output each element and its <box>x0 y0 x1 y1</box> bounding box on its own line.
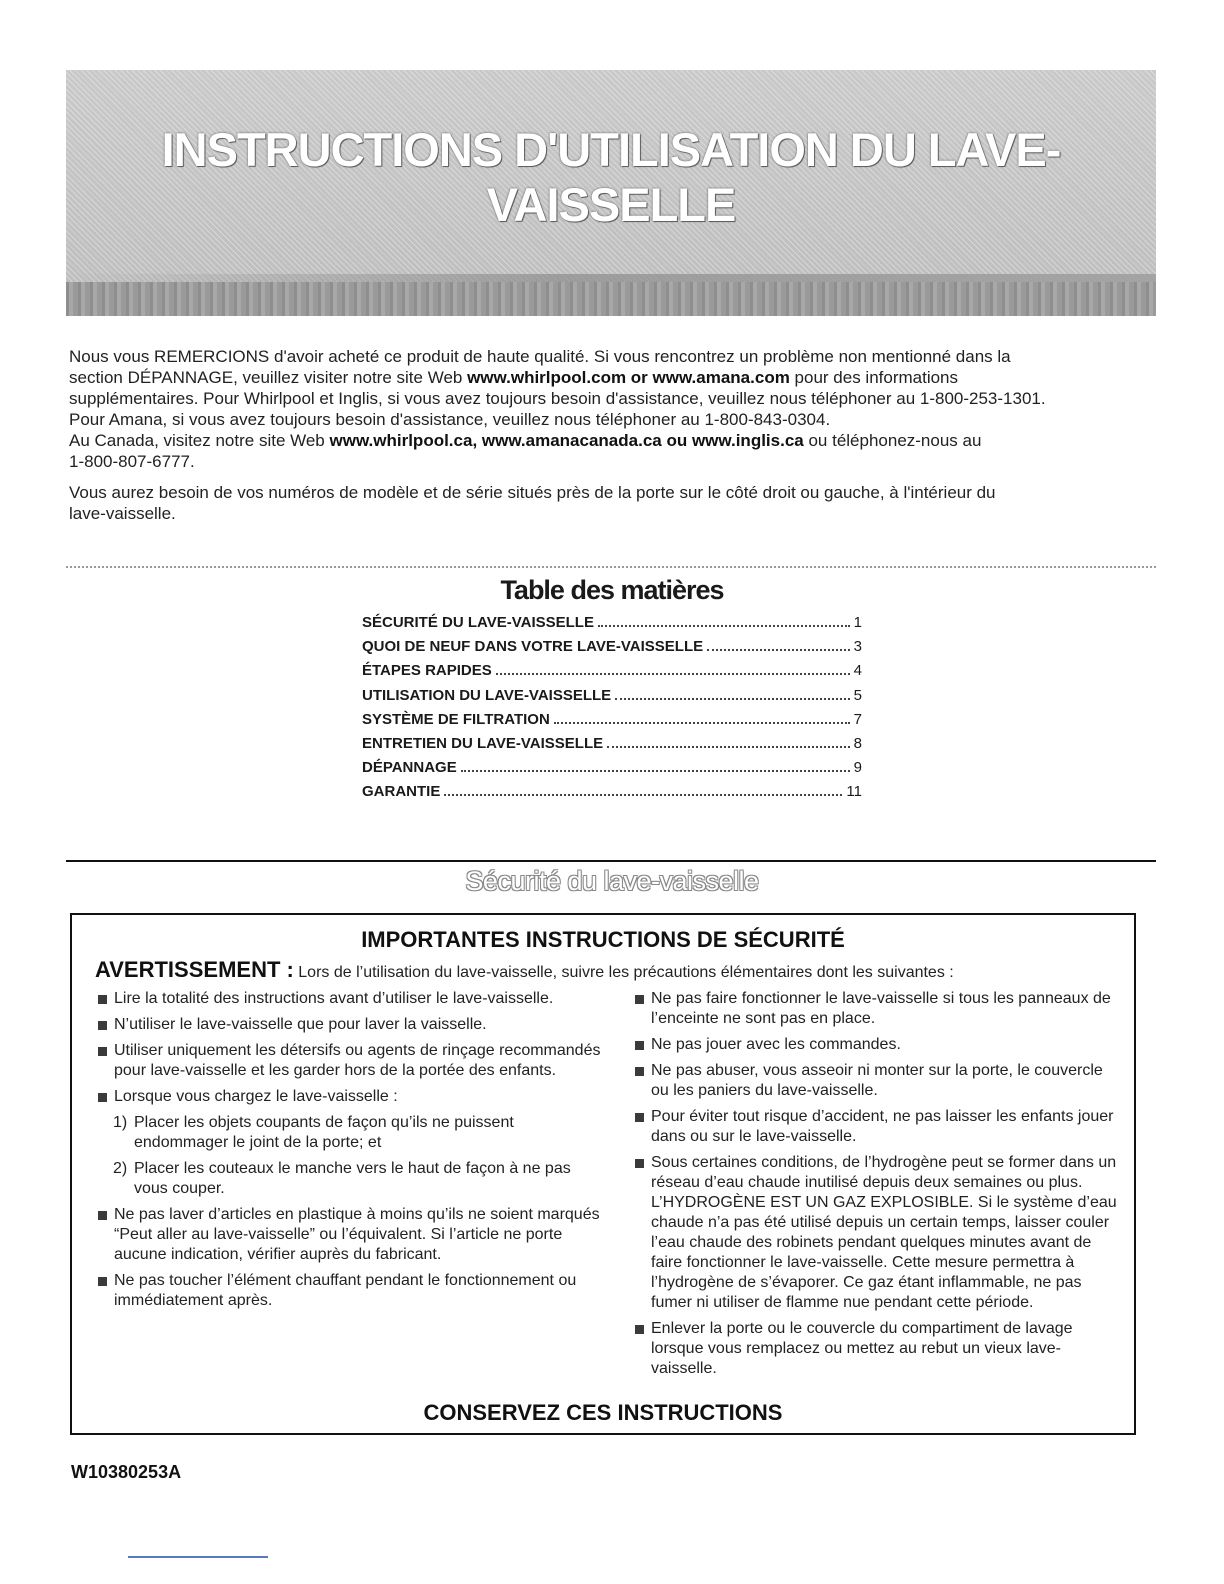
toc-item[interactable] <box>362 735 862 759</box>
intro-line: Nous vous REMERCIONS d'avoir acheté ce produit de haute qualité. Si vous rencontrez un problème non mentionné dans la <box>69 347 1011 366</box>
toc-item-label: DÉPANNAGE <box>362 759 457 777</box>
toc-item[interactable] <box>362 759 862 783</box>
intro-line: lave-vaisselle. <box>69 504 176 523</box>
bullet-square-icon <box>635 995 644 1004</box>
toc-item-label: ÉTAPES RAPIDES <box>362 662 492 680</box>
list-item <box>88 1041 608 1081</box>
section-title: Sécurité du lave-vaisselle <box>465 866 759 896</box>
toc-item-label: UTILISATION DU LAVE-VAISSELLE <box>362 686 612 704</box>
bullet-square-icon <box>635 1041 644 1050</box>
bullet-square-icon <box>98 1047 107 1056</box>
bullet-square-icon <box>98 1211 107 1220</box>
sub-list-text: Placer les objets coupants de façon qu’ils ne puissent endommager le joint de la porte; et <box>134 1114 514 1151</box>
list-item <box>625 1107 1125 1147</box>
toc-leader <box>444 794 842 796</box>
intro-text-span: ou téléphonez-nous au <box>803 431 982 450</box>
toc-item-label: SYSTÈME DE FILTRATION <box>362 710 550 728</box>
toc-leader <box>598 625 850 627</box>
list-item <box>625 1153 1125 1313</box>
intro-line <box>69 430 1129 451</box>
toc-item-page: 1 <box>853 614 862 631</box>
toc-item[interactable] <box>362 687 862 711</box>
model-number: W10380253A <box>71 1462 182 1482</box>
bullet-square-icon <box>635 1113 644 1122</box>
dotted-divider <box>66 566 1156 568</box>
sub-list-text: Placer les couteaux le manche vers le haut de façon à ne pas vous couper. <box>134 1160 571 1197</box>
toc-leader <box>554 722 850 724</box>
toc-item[interactable] <box>362 783 862 807</box>
list-item <box>88 1205 608 1265</box>
bullet-square-icon <box>635 1067 644 1076</box>
bullet-square-icon <box>98 1093 107 1102</box>
intro-line: supplémentaires. Pour Whirlpool et Inglis, si vous avez toujours besoin d'assistance, veuillez nous téléphoner au 1-800-253-1301. <box>69 389 1046 408</box>
toc-item-label: QUOI DE NEUF DANS VOTRE LAVE-VAISSELLE <box>362 638 704 656</box>
bullet-square-icon <box>98 1277 107 1286</box>
intro-text-span: section DÉPANNAGE, veuillez visiter notre site Web <box>69 368 468 387</box>
toc-item-page: 9 <box>853 759 862 777</box>
toc-leader <box>461 770 850 772</box>
list-item <box>625 1061 1125 1101</box>
intro-line: 1-800-807-6777. <box>69 452 195 471</box>
toc-item-page: 11 <box>846 783 862 801</box>
list-item-text: Lire la totalité des instructions avant d’utiliser le lave-vaisselle. <box>114 990 554 1007</box>
list-item-text: Ne pas abuser, vous asseoir ni monter sur la porte, le couvercle ou les paniers du lave-vaisselle. <box>651 1062 1103 1099</box>
list-item-text: N’utiliser le lave-vaisselle que pour laver la vaisselle. <box>114 1016 487 1033</box>
warning-text: Lors de l’utilisation du lave-vaisselle, suivre les précautions élémentaires dont les suivantes : <box>293 964 954 981</box>
website-links-us[interactable]: www.whirlpool.com or www.amana.com <box>467 368 790 387</box>
list-item-text: Sous certaines conditions, de l’hydrogène peut se former dans un réseau d’eau chaude inutilisé depuis deux semaines ou plus. L’HYDROGÈNE EST UN GAZ EXPLOSIBLE. Si le système d’eau chaude n’a pas été utilisé depuis un certain temps, laisser couler l’eau chaude des robinets pendant quelques minutes avant de faire fonctionner le lave-vaisselle. Cette mesure permettra à l’hydrogène de s’évaporer. Ce gaz étant inflammable, ne pas fumer ni utiliser de flamme nue pendant cette période. <box>651 1154 1117 1311</box>
toc-item-page: 4 <box>853 662 862 680</box>
toc-leader <box>496 673 850 675</box>
list-item <box>88 1271 608 1311</box>
toc-leader <box>607 746 850 748</box>
safety-heading: IMPORTANTES INSTRUCTIONS DE SÉCURITÉ <box>361 927 845 952</box>
list-item-text: Pour éviter tout risque d’accident, ne pas laisser les enfants jouer dans ou sur le lave-vaisselle. <box>651 1108 1114 1145</box>
section-divider <box>66 860 1156 862</box>
list-item <box>88 989 608 1009</box>
bullet-square-icon <box>98 995 107 1004</box>
toc-item-page: 5 <box>853 686 862 704</box>
toc-item[interactable] <box>362 638 862 662</box>
list-item-text: Lorsque vous chargez le lave-vaisselle : <box>114 1088 398 1105</box>
warning-line <box>95 957 1124 983</box>
list-item <box>625 1319 1125 1379</box>
list-item <box>625 989 1125 1029</box>
list-item-text: Enlever la porte ou le couvercle du compartiment de lavage lorsque vous remplacez ou mettez au rebut un vieux lave-vaisselle. <box>651 1320 1073 1377</box>
toc-item[interactable] <box>362 614 862 638</box>
intro-paragraph-1 <box>69 346 1129 472</box>
toc-leader <box>707 649 850 651</box>
intro-text-span: Au Canada, visitez notre site Web <box>69 431 330 450</box>
toc-leader <box>615 698 849 700</box>
footer-rule <box>128 1556 268 1558</box>
toc-item-label: SÉCURITÉ DU LAVE-VAISSELLE <box>362 614 594 631</box>
list-item-text: Ne pas jouer avec les commandes. <box>651 1036 901 1053</box>
intro-line: Vous aurez besoin de vos numéros de modèle et de série situés près de la porte sur le côté droit ou gauche, à l'intérieur du <box>69 483 996 502</box>
sub-list-number: 1) <box>113 1114 128 1131</box>
warning-label: AVERTISSEMENT : <box>95 957 294 982</box>
toc-item[interactable] <box>362 711 862 735</box>
bullet-square-icon <box>98 1021 107 1030</box>
toc-item[interactable] <box>362 662 862 686</box>
sub-list-item <box>88 1113 608 1153</box>
list-item <box>625 1035 1125 1055</box>
list-item <box>88 1087 608 1107</box>
conserve-instructions: CONSERVEZ CES INSTRUCTIONS <box>423 1400 783 1425</box>
toc-item-label: GARANTIE <box>362 783 441 801</box>
list-item-text: Ne pas laver d’articles en plastique à moins qu’ils ne soient marqués “Peut aller au lave-vaisselle” ou l’équivalent. Si l’article ne porte aucune indication, vérifier auprès du fabricant. <box>114 1206 600 1263</box>
safety-instructions-box <box>70 913 1136 1435</box>
list-item <box>88 1015 608 1035</box>
intro-line <box>69 367 1129 388</box>
banner-stripe <box>66 282 1156 316</box>
sub-list-number: 2) <box>113 1160 128 1177</box>
intro-line: Pour Amana, si vous avez toujours besoin d'assistance, veuillez nous téléphoner au 1-800-843-0304. <box>69 410 831 429</box>
toc-item-page: 8 <box>853 734 862 752</box>
sub-list-item <box>88 1159 608 1199</box>
intro-text-span: pour des informations <box>789 368 959 387</box>
intro-text <box>69 346 1129 534</box>
list-item-text: Ne pas toucher l’élément chauffant pendant le fonctionnement ou immédiatement après. <box>114 1272 577 1309</box>
bullet-square-icon <box>635 1325 644 1334</box>
bullet-square-icon <box>635 1159 644 1168</box>
safety-column-right <box>625 989 1125 1385</box>
list-item-text: Ne pas faire fonctionner le lave-vaisselle si tous les panneaux de l’enceinte ne sont pas en place. <box>651 990 1111 1027</box>
toc-title: Table des matières <box>500 575 724 605</box>
toc-item-label: ENTRETIEN DU LAVE-VAISSELLE <box>362 734 604 752</box>
toc-item-page: 3 <box>853 638 862 656</box>
table-of-contents <box>362 614 862 808</box>
header-banner <box>66 70 1156 316</box>
intro-paragraph-2 <box>69 482 1129 524</box>
list-item-text: Utiliser uniquement les détersifs ou agents de rinçage recommandés pour lave-vaisselle et les garder hors de la portée des enfants. <box>114 1042 601 1079</box>
page-title: INSTRUCTIONS D'UTILISATION DU LAVE-VAISSELLE <box>161 123 1061 231</box>
safety-column-left <box>88 989 608 1317</box>
toc-item-page: 7 <box>853 710 862 728</box>
website-links-canada[interactable]: www.whirlpool.ca, www.amanacanada.ca ou www.inglis.ca <box>329 431 804 450</box>
